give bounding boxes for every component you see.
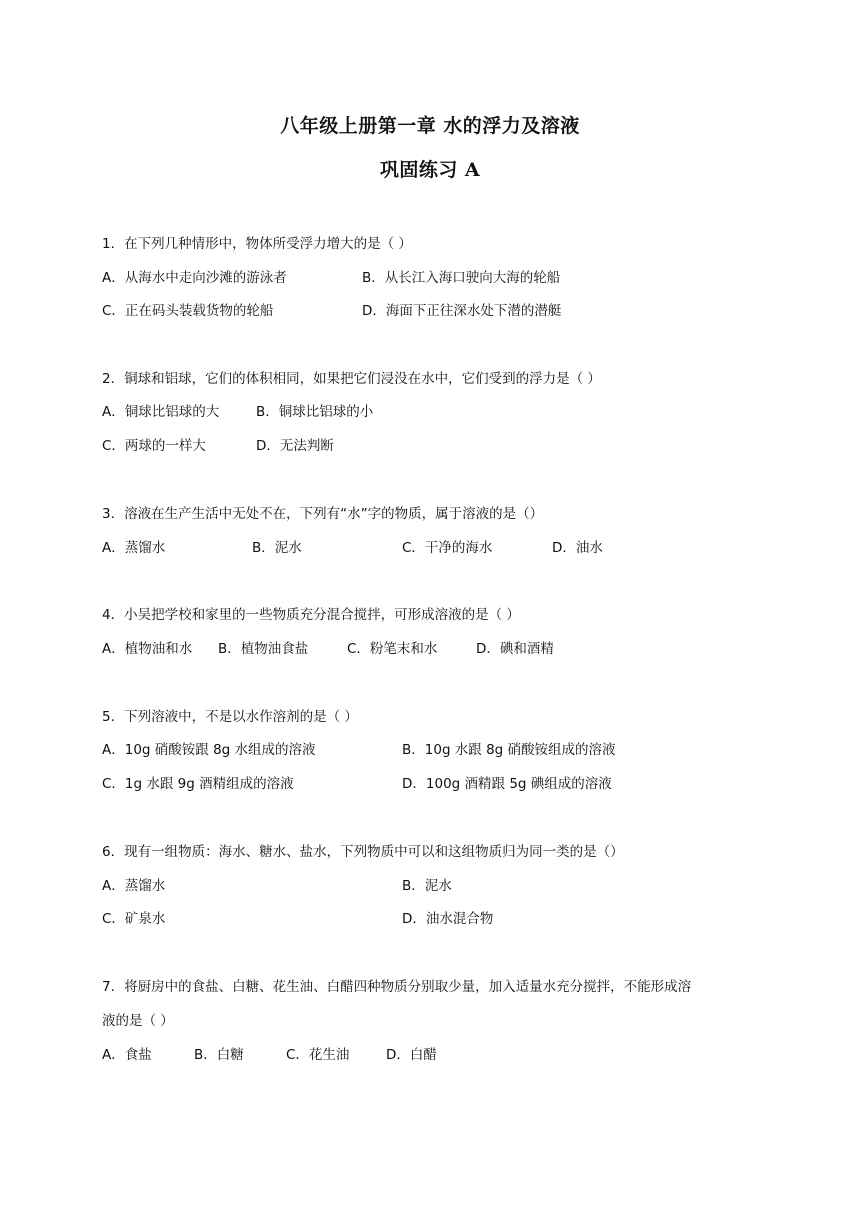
question-7-option-a: A．食盐 [102, 1047, 152, 1063]
question-1-option-c: C．正在码头装载货物的轮船 [102, 303, 274, 319]
document-title: 八年级上册第一章 水的浮力及溶液 [280, 115, 580, 137]
question-4-option-a: A．植物油和水 [102, 641, 193, 657]
question-5-option-a: A．10g 硝酸铵跟 8g 水组成的溶液 [102, 742, 316, 758]
document-subtitle: 巩固练习 A [379, 159, 481, 181]
question-4-stem: 4．小吴把学校和家里的一些物质充分混合搅拌，可形成溶液的是（ ） [102, 607, 520, 623]
question-4-option-c: C．粉笔末和水 [347, 641, 438, 657]
question-5-option-d: D．100g 酒精跟 5g 碘组成的溶液 [402, 776, 612, 792]
question-3-option-a: A．蒸馏水 [102, 540, 166, 556]
question-6-option-c: C．矿泉水 [102, 911, 166, 927]
question-7-option-c: C．花生油 [286, 1047, 350, 1063]
question-7-option-b: B．白糖 [194, 1047, 244, 1063]
question-5-option-c: C．1g 水跟 9g 酒精组成的溶液 [102, 776, 294, 792]
question-4-option-d: D．碘和酒精 [476, 641, 554, 657]
question-7-stem: 7．将厨房中的食盐、白糖、花生油、白醋四种物质分别取少量，加入适量水充分搅拌，不能形成溶 [102, 979, 692, 995]
question-6-option-b: B．泥水 [402, 878, 452, 894]
question-2-option-b: B．铜球比铝球的小 [256, 404, 374, 420]
question-6-option-d: D．油水混合物 [402, 911, 494, 927]
question-5-option-b: B．10g 水跟 8g 硝酸铵组成的溶液 [402, 742, 616, 758]
question-5-stem: 5．下列溶液中，不是以水作溶剂的是（ ） [102, 709, 358, 725]
question-7-option-d: D．白醋 [386, 1047, 437, 1063]
question-6-stem: 6．现有一组物质：海水、糖水、盐水，下列物质中可以和这组物质归为同一类的是（） [102, 844, 624, 860]
question-1-stem: 1．在下列几种情形中，物体所受浮力增大的是（ ） [102, 236, 412, 252]
question-2-option-a: A．铜球比铝球的大 [102, 404, 220, 420]
question-2-stem: 2．铜球和铝球，它们的体积相同，如果把它们浸没在水中，它们受到的浮力是（ ） [102, 371, 601, 387]
question-3-stem: 3．溶液在生产生活中无处不在，下列有“水”字的物质，属于溶液的是（） [102, 506, 544, 522]
question-7-stem-continuation: 液的是（ ） [102, 1013, 174, 1029]
question-4-option-b: B．植物油食盐 [218, 641, 309, 657]
question-2-option-c: C．两球的一样大 [102, 438, 206, 454]
question-6-option-a: A．蒸馏水 [102, 878, 166, 894]
question-3-option-d: D．油水 [552, 540, 603, 556]
question-2-option-d: D．无法判断 [256, 438, 334, 454]
question-3-option-b: B．泥水 [252, 540, 302, 556]
question-1-option-d: D．海面下正往深水处下潜的潜艇 [362, 303, 562, 319]
question-1-option-b: B．从长江入海口驶向大海的轮船 [362, 270, 561, 286]
question-1-option-a: A．从海水中走向沙滩的游泳者 [102, 270, 287, 286]
question-3-option-c: C．干净的海水 [402, 540, 493, 556]
